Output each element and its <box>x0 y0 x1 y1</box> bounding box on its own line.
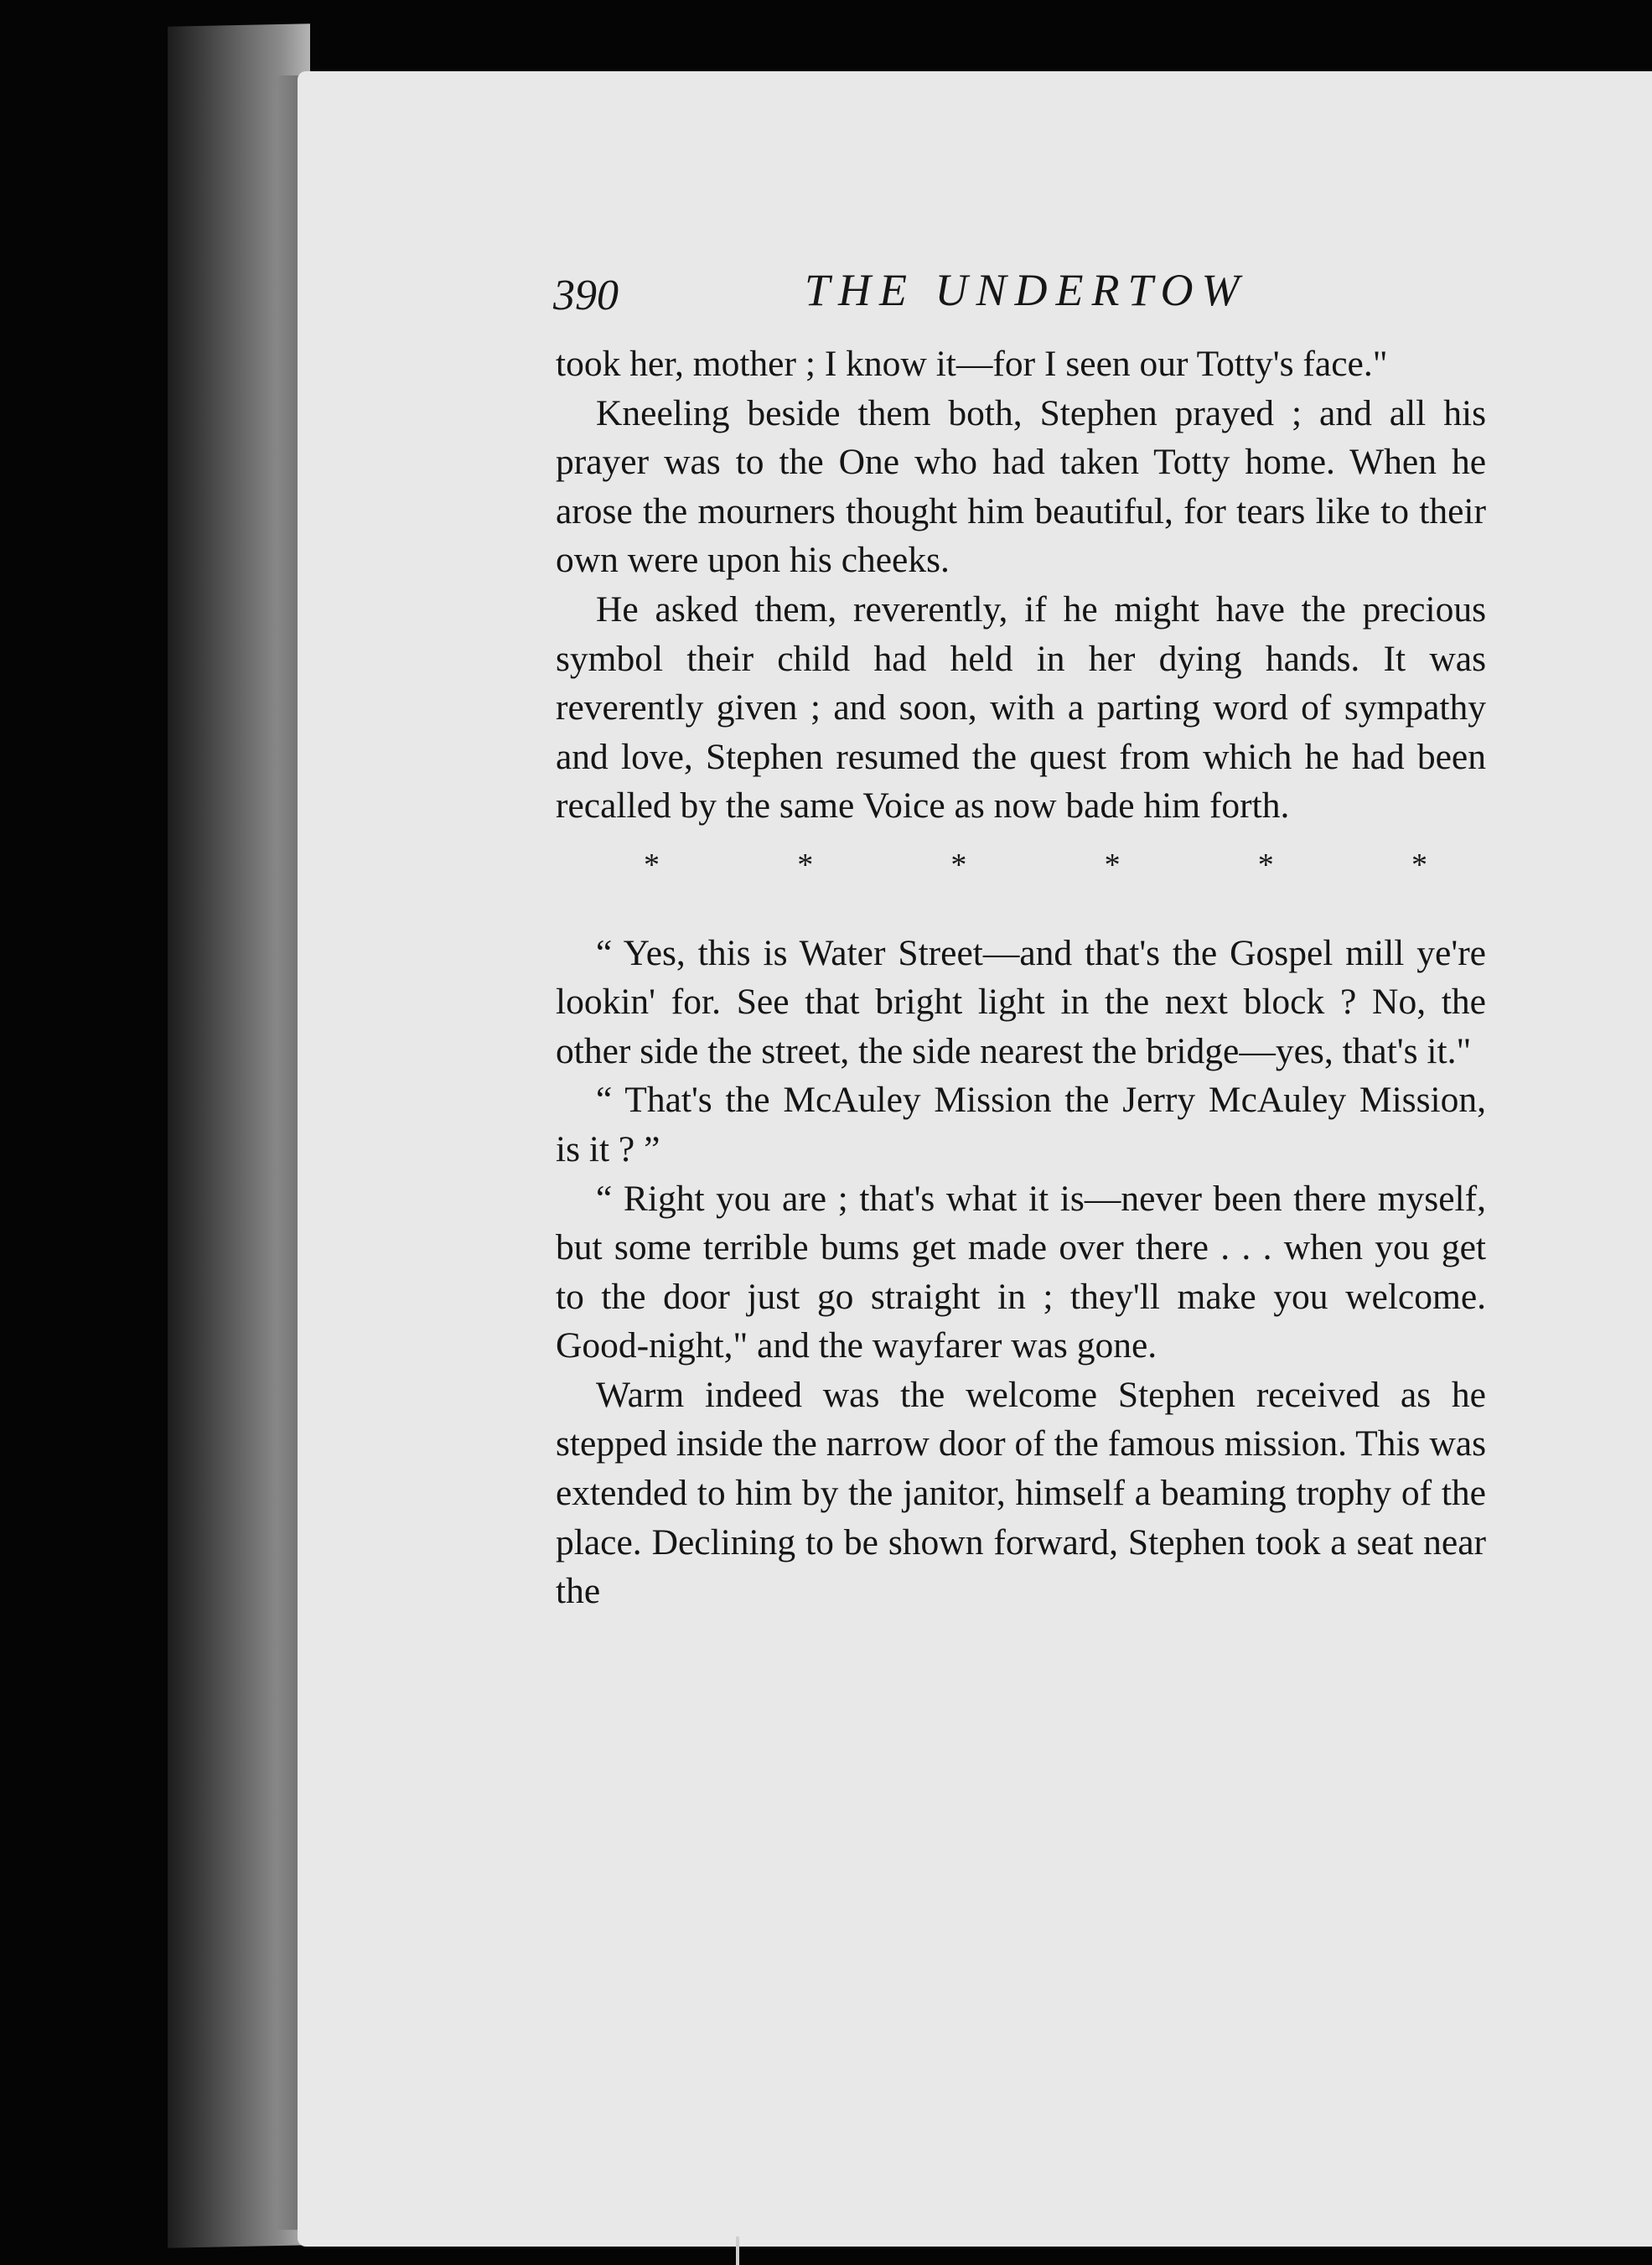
section-break-star: * <box>1257 847 1274 883</box>
section-break-star: * <box>950 847 967 883</box>
section-break-star: * <box>797 847 814 883</box>
running-title: THE UNDERTOW <box>805 265 1248 315</box>
section-break-star: * <box>644 847 660 883</box>
book-page <box>298 71 1652 2247</box>
paragraph: “ Right you are ; that's what it is—never been there myself, but some terrible bums get made over there . . . when you get to the door just go straight in ; they'll make you welcome. Good-night," and the wayfarer was gone. <box>556 1178 1486 1366</box>
paragraph: “ That's the McAuley Mission the Jerry McAuley Mission, is it ? ” <box>556 1080 1486 1169</box>
paragraph: Warm indeed was the welcome Stephen received as he stepped inside the narrow door of the famous mission. This was extended to him by the janitor, himself a beaming trophy of the place. Declining to be shown forward, Stephen took a seat near the <box>556 1374 1486 1612</box>
paragraph: took her, mother ; I know it—for I seen our Totty's face." <box>556 344 1388 384</box>
paragraph: “ Yes, this is Water Street—and that's the Gospel mill ye're lookin' for. See that bright light in the next block ? No, the other side the street, the side nearest the bridge—yes, that's it." <box>556 932 1486 1071</box>
page-number: 390 <box>553 272 619 319</box>
page-header <box>553 264 1643 331</box>
page-body-text <box>556 339 1486 1616</box>
section-break-star: * <box>1104 847 1121 883</box>
section-break-star: * <box>1411 847 1427 883</box>
scan-edge-mark <box>736 2236 739 2265</box>
paragraph: He asked them, reverently, if he might have the precious symbol their child had held in her dying hands. It was reverently given ; and soon, with a parting word of sympathy and love, Stephen resumed the quest from which he had been recalled by the same Voice as now bade him forth. <box>556 588 1486 827</box>
paragraph: Kneeling beside them both, Stephen prayed ; and all his prayer was to the One who had taken Totty home. When he arose the mourners thought him beautiful, for tears like to their own were upon his cheeks. <box>556 392 1486 581</box>
section-break <box>556 841 1486 890</box>
